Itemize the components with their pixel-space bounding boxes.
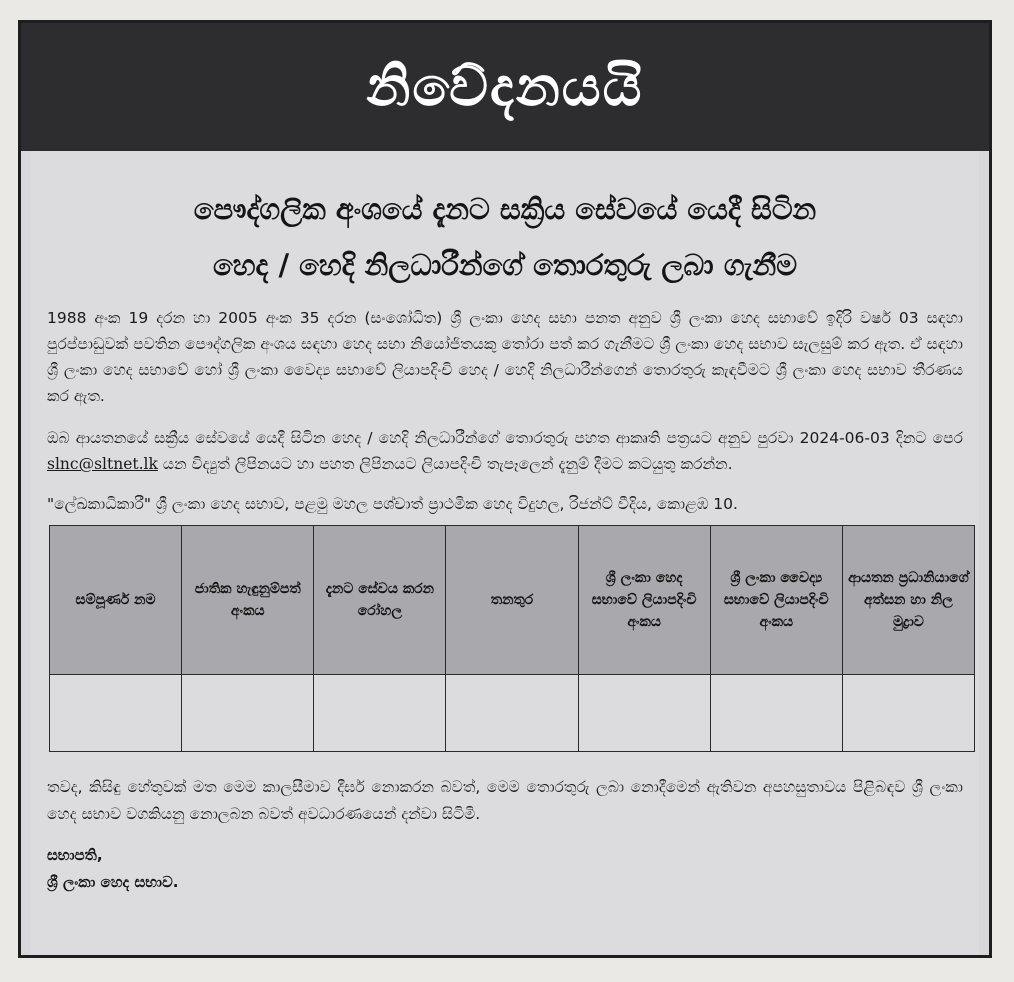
column-header-head-signature: ආයතන ප්‍රධානියාගේ අත්සන හා නිල මුද්‍රාව xyxy=(842,526,974,675)
cell-head-signature[interactable] xyxy=(842,675,974,752)
cell-medical-council-reg[interactable] xyxy=(710,675,842,752)
instructions-text-before: ඔබ ආයතනයේ සක්‍රීය සේවයේ යෙදී සිටින හෙද / හෙදි නිලධාරීන්ගේ තොරතුරු පහත ආකෘති පත්‍රයට අනුව පුරවා 2024-06-03 දිනට පෙර xyxy=(47,429,963,447)
subtitle-line-2: හෙද / හෙදි නිලධාරීන්ගේ තොරතුරු ලබා ගැනීම xyxy=(212,248,798,282)
table-row xyxy=(50,675,975,752)
signature-block xyxy=(47,842,963,896)
cell-designation[interactable] xyxy=(446,675,578,752)
notice-title: නිවේදනයයි xyxy=(366,55,644,118)
information-form-table xyxy=(49,525,975,752)
paragraph-closing: තවද, කිසිඳු හේතුවක් මත මෙම කාලසීමාව දීර්ඝ නොකරන බවත්, මෙම තොරතුරු ලබා නොදීමෙන් ඇතිවන අපහසුතාවය පිළිබඳව ශ්‍රී ලංකා හෙද සභාව වගකියනු නොලබන බවත් අවධාරණයෙන් දන්වා සිටිමි. xyxy=(47,778,963,823)
email-link[interactable]: slnc@sltnet.lk xyxy=(47,455,158,473)
signature-title: සභාපති, xyxy=(47,846,103,864)
column-header-full-name: සම්පූර්ණ නම xyxy=(50,526,182,675)
notice-body xyxy=(31,151,979,955)
subtitle-line-1: පෞද්ගලික අංශයේ දැනට සක්‍රිය සේවයේ යෙදී සිටින xyxy=(193,192,817,226)
column-header-medical-council-reg: ශ්‍රී ලංකා වෛද්‍ය සභාවේ ලියාපදිංචි අංකය xyxy=(710,526,842,675)
postal-address: "ලේඛකාධිකාරී" ශ්‍රී ලංකා හෙද සභාව, පළමු මහල පශ්චාත් ප්‍රාථමික හෙද විදුහල, රිජන්ට් වීදිය, කොළඹ 10. xyxy=(47,495,738,513)
cell-nursing-council-reg[interactable] xyxy=(578,675,710,752)
column-header-nic-number: ජාතික හැඳුනුම්පත් අංකය xyxy=(182,526,314,675)
notice-advertisement xyxy=(18,20,992,958)
cell-hospital[interactable] xyxy=(314,675,446,752)
cell-nic-number[interactable] xyxy=(182,675,314,752)
notice-subtitle xyxy=(31,181,979,293)
cell-full-name[interactable] xyxy=(50,675,182,752)
table-header-row xyxy=(50,526,975,675)
signature-organization: ශ්‍රී ලංකා හෙද සභාව. xyxy=(47,873,179,891)
column-header-designation: තනතුර xyxy=(446,526,578,675)
column-header-hospital: දැනට සේවය කරන රෝහල xyxy=(314,526,446,675)
paragraph-instructions xyxy=(47,425,963,477)
paragraph-intro: 1988 අංක 19 දරන හා 2005 අංක 35 දරන (සංශෝධිත) ශ්‍රී ලංකා හෙද සභා පනත අනුව ශ්‍රී ලංකා හෙද සභාවේ ඉදිරි වර්ෂ 03 සඳහා පුරප්පාඩුවක් පවතින පෞද්ගලික අංශය සඳහා හෙද සභා නියෝජිතයකු තෝරා පත් කර ගැනීමට ශ්‍රී ලංකා හෙද සභාව සැලසුම් කර ඇත. ඒ සඳහා ශ්‍රී ලංකා හෙද සභාවේ හෝ ශ්‍රී ලංකා වෛද්‍ය සභාවේ ලියාපදිංචි හෙද / හෙදි නිලධාරීන්ගෙන් තොරතුරු කැඳවීමට ශ්‍රී ලංකා හෙද සභාව තීරණය කර ඇත. xyxy=(47,309,963,405)
column-header-nursing-council-reg: ශ්‍රී ලංකා හෙද සභාවේ ලියාපදිංචි අංකය xyxy=(578,526,710,675)
notice-banner xyxy=(21,23,989,151)
instructions-text-after: යන විද්‍යුත් ලිපිනයට හා පහත ලිපිනයට ලියාපදිංචි තැපෑලෙන් දැනුම් දීමට කටයුතු කරන්න. xyxy=(157,455,733,473)
